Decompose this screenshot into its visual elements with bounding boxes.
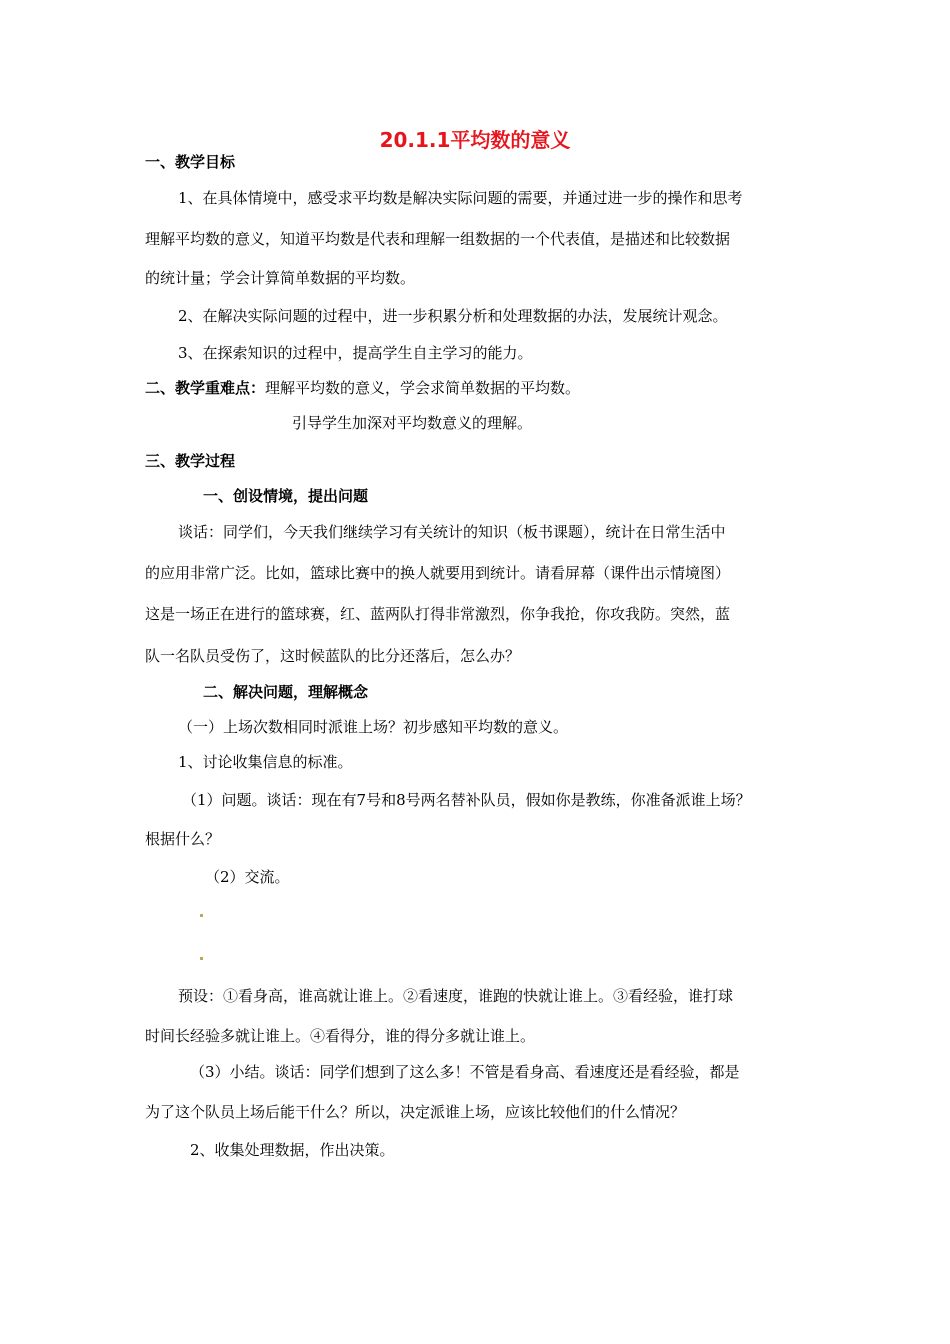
- paragraph-line: （一）上场次数相同时派谁上场？初步感知平均数的意义。: [178, 718, 569, 736]
- speck-mark: [200, 957, 203, 960]
- document-title: 20.1.1平均数的意义: [379, 128, 571, 152]
- paragraph-line: 队一名队员受伤了，这时候蓝队的比分还落后，怎么办？: [145, 647, 521, 665]
- paragraph-line: 引导学生加深对平均数意义的理解。: [292, 414, 533, 432]
- paragraph-line: 1、讨论收集信息的标准。: [178, 753, 353, 771]
- paragraph-line: 这是一场正在进行的篮球赛，红、蓝两队打得非常激烈，你争我抢，你攻我防。突然，蓝: [145, 605, 731, 623]
- paragraph-line: 为了这个队员上场后能干什么？所以，决定派谁上场，应该比较他们的什么情况？: [145, 1103, 686, 1121]
- paragraph-line: 谈话：同学们，今天我们继续学习有关统计的知识（板书课题），统计在日常生活中: [178, 523, 726, 541]
- section-heading-objectives: 一、教学目标: [145, 153, 236, 171]
- paragraph-line: 2、在解决实际问题的过程中，进一步积累分析和处理数据的办法，发展统计观念。: [178, 307, 728, 325]
- subsection-heading: 二、解决问题，理解概念: [203, 683, 369, 701]
- paragraph-line: 预设：①看身高，谁高就让谁上。②看速度，谁跑的快就让谁上。③看经验，谁打球: [178, 987, 734, 1005]
- paragraph-line: （2）交流。: [205, 868, 290, 886]
- paragraph-line: 时间长经验多就让谁上。④看得分，谁的得分多就让谁上。: [145, 1027, 536, 1045]
- subsection-heading: 一、创设情境，提出问题: [203, 487, 369, 505]
- paragraph-line: 3、在探索知识的过程中，提高学生自主学习的能力。: [178, 344, 533, 362]
- paragraph-line: 根据什么？: [145, 830, 221, 848]
- paragraph-line: 2、收集处理数据，作出决策。: [190, 1141, 395, 1159]
- section-heading-key-points: 二、教学重难点：: [145, 379, 266, 397]
- paragraph-line: 1、在具体情境中，感受求平均数是解决实际问题的需要，并通过进一步的操作和思考: [178, 189, 743, 207]
- paragraph-line: （3）小结。谈话：同学们想到了这么多！不管是看身高、看速度还是看经验，都是: [190, 1063, 740, 1081]
- paragraph-line: （1）问题。谈话：现在有7号和8号两名替补队员，假如你是教练，你准备派谁上场？: [182, 791, 751, 809]
- paragraph-line: 的应用非常广泛。比如，篮球比赛中的换人就要用到统计。请看屏幕（课件出示情境图）: [145, 564, 731, 582]
- key-points-line: [145, 378, 580, 398]
- key-points-text: 理解平均数的意义，学会求简单数据的平均数。: [265, 379, 581, 397]
- paragraph-line: 的统计量；学会计算简单数据的平均数。: [145, 269, 416, 287]
- section-heading-process: 三、教学过程: [145, 452, 236, 470]
- paragraph-line: 理解平均数的意义，知道平均数是代表和理解一组数据的一个代表值，是描述和比较数据: [145, 230, 731, 248]
- speck-mark: [200, 914, 203, 917]
